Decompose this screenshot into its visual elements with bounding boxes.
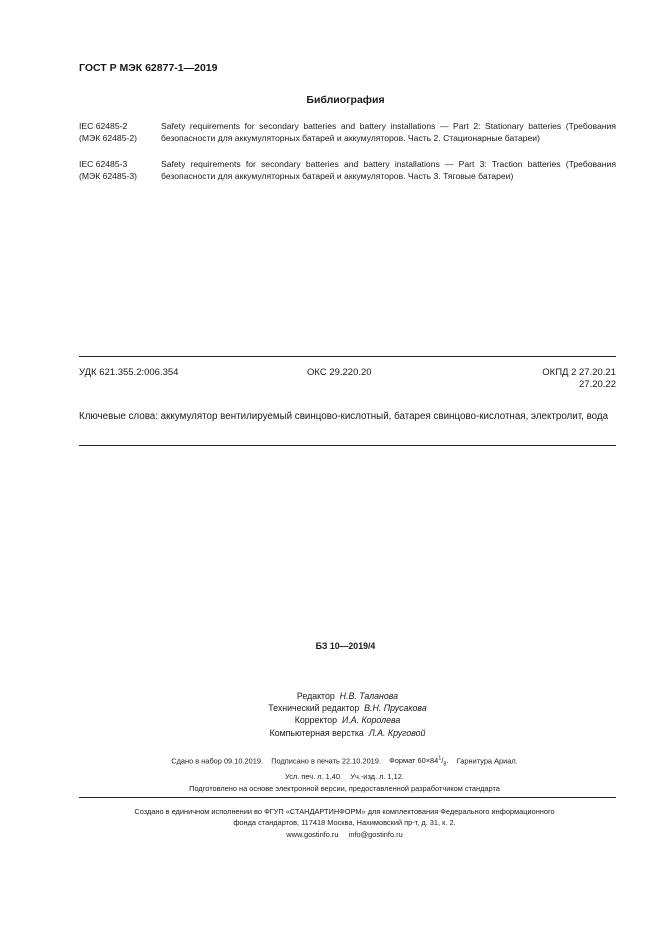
staff-row: [0, 714, 661, 726]
bz-code: БЗ 10—2019/4: [315, 641, 376, 651]
entry-code-ru: (МЭК 62485-3): [79, 170, 137, 181]
standard-code: ГОСТ Р МЭК 62877-1—2019: [79, 62, 218, 74]
entry-code-iec: IEC 62485-2: [79, 121, 128, 131]
email-link[interactable]: info@gostinfo.ru: [348, 829, 403, 839]
divider-footer: [79, 797, 616, 798]
entry-code: [79, 159, 159, 183]
signed-date: Подписано в печать 22.10.2019.: [271, 756, 381, 766]
typeface: Гарнитура Ариал.: [456, 756, 518, 766]
okpd-line-2: 27.20.22: [579, 379, 616, 390]
publisher-info: [0, 806, 661, 840]
bibliography-title: Библиография: [306, 94, 385, 106]
bibliography-entry: [79, 121, 616, 145]
print-format: Формат $60\times 84^1/_8$.: [389, 756, 449, 768]
format-den: 8: [443, 761, 447, 768]
publisher-sheets: Уч.-изд. л. 1,12.: [350, 772, 404, 782]
okpd-code: [542, 367, 616, 391]
entry-text: Safety requirements for secondary batteries and battery installations — Part 2: Stationary batteries (Требования безопасности для аккумуляторных батарей и аккумуляторов. Часть 2. Стационарные батареи): [161, 121, 616, 143]
print-info: [0, 754, 661, 794]
entry-code: [79, 121, 159, 145]
udk-code: УДК 621.355.2:006.354: [79, 367, 179, 378]
divider-bottom: [79, 445, 616, 446]
staff-role: Редактор: [296, 691, 335, 701]
staff-role: Корректор: [294, 715, 338, 726]
print-row-1: [0, 754, 661, 771]
oks-code: ОКС 29.220.20: [307, 367, 372, 378]
entry-code-ru: (МЭК 62485-2): [79, 132, 137, 143]
staff-row: [0, 702, 661, 714]
staff-role: Технический редактор: [268, 703, 360, 714]
entry-code-iec: IEC 62485-3: [79, 159, 128, 169]
print-row-3: Подготовлено на основе электронной версии, предоставленной разработчиком стандарта: [189, 783, 500, 793]
print-sheets: Усл. печ. л. 1,40.: [285, 772, 343, 782]
bibliography-entry: [79, 159, 616, 183]
staff-name: Л.А. Круговой: [368, 727, 426, 738]
publisher-line-2: фонда стандартов, 117418 Москва, Нахимовский пр-т, д. 31, к. 2.: [233, 818, 456, 828]
staff-name: В.Н. Прусакова: [364, 703, 427, 714]
publisher-line-1: Создано в единичном исполнении во ФГУП «СТАНДАРТИНФОРМ» для комплектования Федерального информационного: [134, 807, 555, 816]
staff-name: И.А. Королева: [341, 715, 401, 726]
entry-text: Safety requirements for secondary batteries and battery installations — Part 3: Traction batteries (Требования безопасности для аккумуляторных батарей и аккумуляторов. Часть 3. Тяговые батареи): [161, 159, 616, 181]
keywords: Ключевые слова: аккумулятор вентилируемый свинцово-кислотный, батарея свинцово-кислотная, электролит, вода: [79, 411, 609, 422]
format-label: Формат 60×84: [389, 756, 439, 766]
staff-role: Компьютерная верстка: [269, 727, 364, 738]
website-link[interactable]: www.gostinfo.ru: [286, 829, 339, 839]
staff-row: [0, 727, 661, 739]
okpd-line-1: ОКПД 2 27.20.21: [542, 367, 616, 378]
staff-row: [0, 690, 661, 702]
submitted-date: Сдано в набор 09.10.2019.: [171, 756, 263, 766]
staff-name: Н.В. Таланова: [339, 691, 399, 701]
format-num: 1: [438, 756, 442, 762]
print-row-2: [0, 771, 661, 782]
staff-list: [0, 690, 661, 739]
publisher-contacts: [0, 829, 661, 840]
divider-top: [79, 356, 616, 357]
